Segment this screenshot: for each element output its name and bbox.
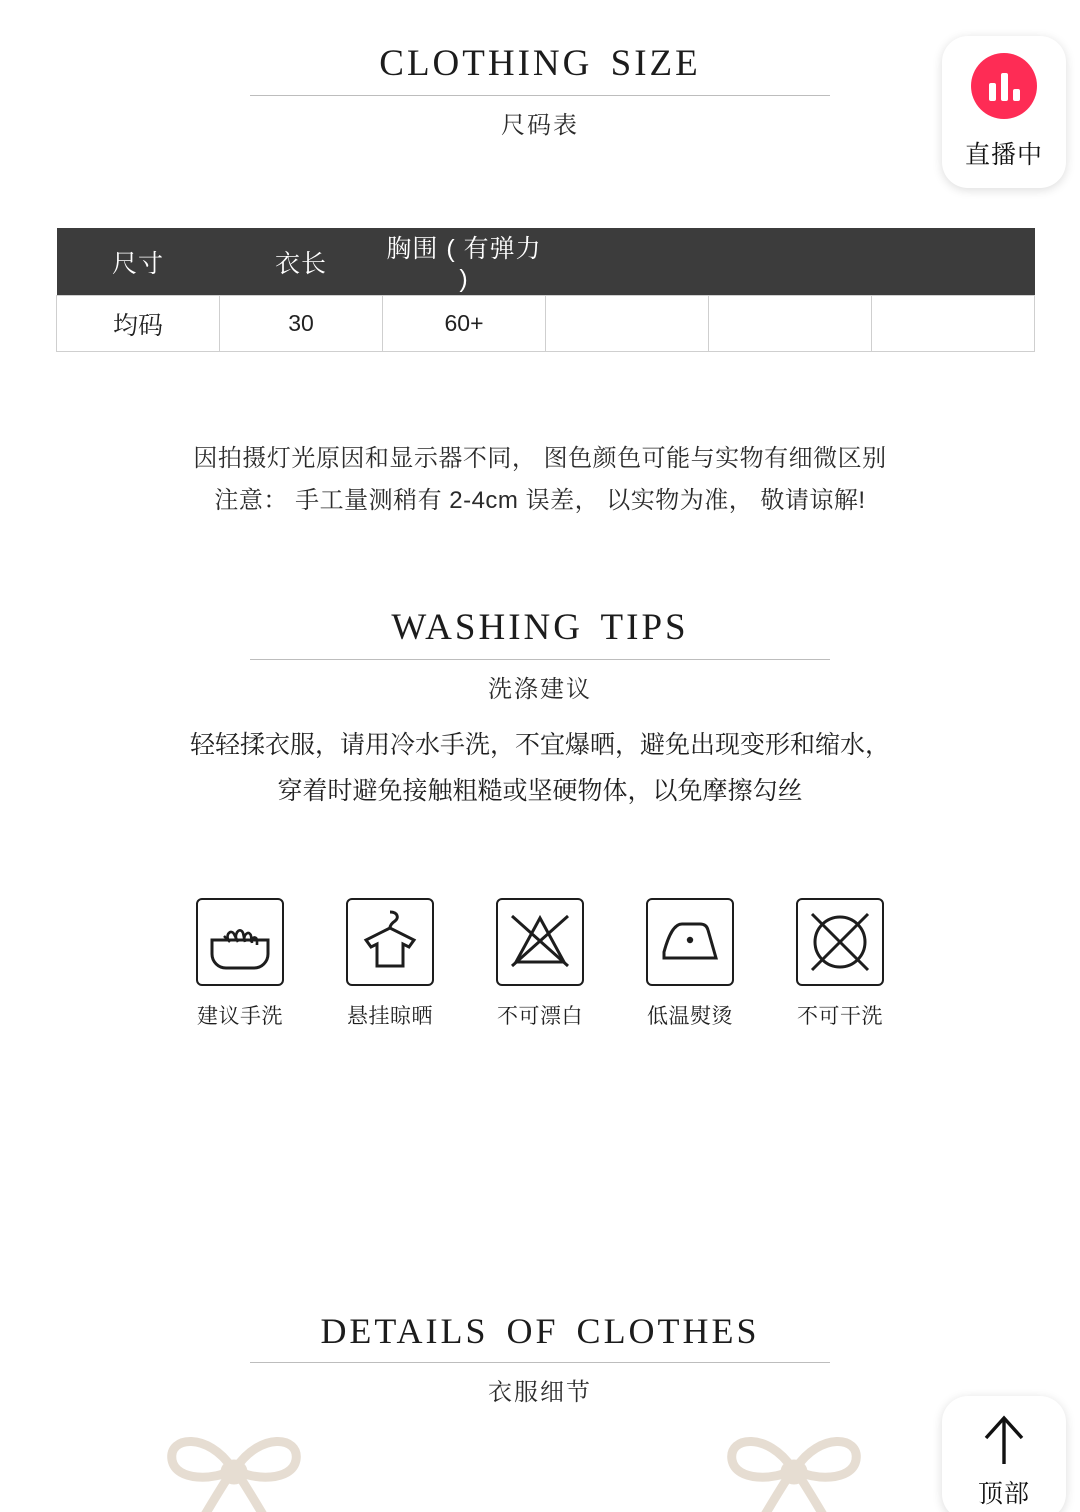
- care-item: [795, 898, 885, 1030]
- note-line: 注意： 手工量测稍有 2-4cm 误差， 以实物为准， 敬请谅解!: [214, 487, 866, 514]
- product-detail-photo: [0, 1418, 1080, 1512]
- care-label: 低温熨烫: [647, 1005, 733, 1028]
- care-item: [195, 898, 285, 1030]
- measurement-notes: [0, 438, 1080, 522]
- washing-tips-title-en: WASHING TIPS: [391, 607, 689, 648]
- size-table-cell: [546, 296, 709, 352]
- note-line: 因拍摄灯光原因和显示器不同， 图色颜色可能与实物有细微区别: [193, 445, 887, 472]
- live-bars-icon: [971, 53, 1037, 119]
- size-table-cell: 60+: [383, 296, 546, 352]
- washing-instructions: [0, 722, 1080, 814]
- live-label: 直播中: [964, 141, 1043, 169]
- details-of-clothes-heading: [0, 1312, 1080, 1407]
- size-table-header-row: [57, 228, 1035, 296]
- size-table-cell: 均码: [57, 296, 220, 352]
- size-table-header-cell: 衣长: [220, 228, 383, 296]
- washing-tips-title-cn: 洗涤建议: [488, 675, 592, 703]
- arrow-up-icon: [978, 1412, 1030, 1468]
- clothing-size-title-cn: 尺码表: [501, 111, 579, 139]
- table-row: [57, 296, 1035, 352]
- no-dry-clean-icon: [796, 898, 884, 986]
- care-label: 建议手洗: [197, 1005, 283, 1028]
- no-bleach-icon: [496, 898, 584, 986]
- care-item: [495, 898, 585, 1030]
- hand-wash-icon: [196, 898, 284, 986]
- clothing-size-heading: [0, 44, 1080, 140]
- size-table-header-cell: [546, 228, 709, 296]
- care-item: [645, 898, 735, 1030]
- heading-divider: [0, 1362, 1080, 1363]
- size-table-cell: [709, 296, 872, 352]
- back-to-top-button[interactable]: [942, 1396, 1066, 1512]
- washing-line: 轻轻揉衣服，请用冷水手洗，不宜爆晒，避免出现变形和缩水，: [189, 731, 890, 759]
- size-table-cell: 30: [220, 296, 383, 352]
- details-title-cn: 衣服细节: [488, 1378, 592, 1406]
- washing-tips-heading: [0, 608, 1080, 704]
- heading-divider: [0, 95, 1080, 96]
- bow-graphic: [120, 1424, 350, 1512]
- care-item: [345, 898, 435, 1030]
- size-table-header-cell: [709, 228, 872, 296]
- care-label: 不可干洗: [797, 1005, 883, 1028]
- low-heat-iron-icon: [646, 898, 734, 986]
- hang-dry-icon: [346, 898, 434, 986]
- live-stream-button[interactable]: [942, 36, 1066, 188]
- washing-line: 穿着时避免接触粗糙或坚硬物体，以免摩擦勾丝: [277, 777, 803, 805]
- size-table-header-cell: 尺寸: [57, 228, 220, 296]
- back-to-top-label: 顶部: [977, 1480, 1030, 1508]
- heading-divider: [0, 659, 1080, 660]
- clothing-size-title-en: CLOTHING SIZE: [379, 43, 701, 84]
- details-title-en: DETAILS OF CLOTHES: [320, 1311, 760, 1351]
- size-table-header-cell: 胸围 ( 有弹力 ): [383, 228, 546, 296]
- care-label: 不可漂白: [497, 1005, 583, 1028]
- size-table-cell: [872, 296, 1035, 352]
- bow-graphic: [680, 1424, 910, 1512]
- care-symbols-row: [0, 898, 1080, 1030]
- size-table-wrapper: [56, 228, 1024, 352]
- size-table-header-cell: [872, 228, 1035, 296]
- size-table: [56, 228, 1035, 352]
- care-label: 悬挂晾晒: [347, 1005, 433, 1028]
